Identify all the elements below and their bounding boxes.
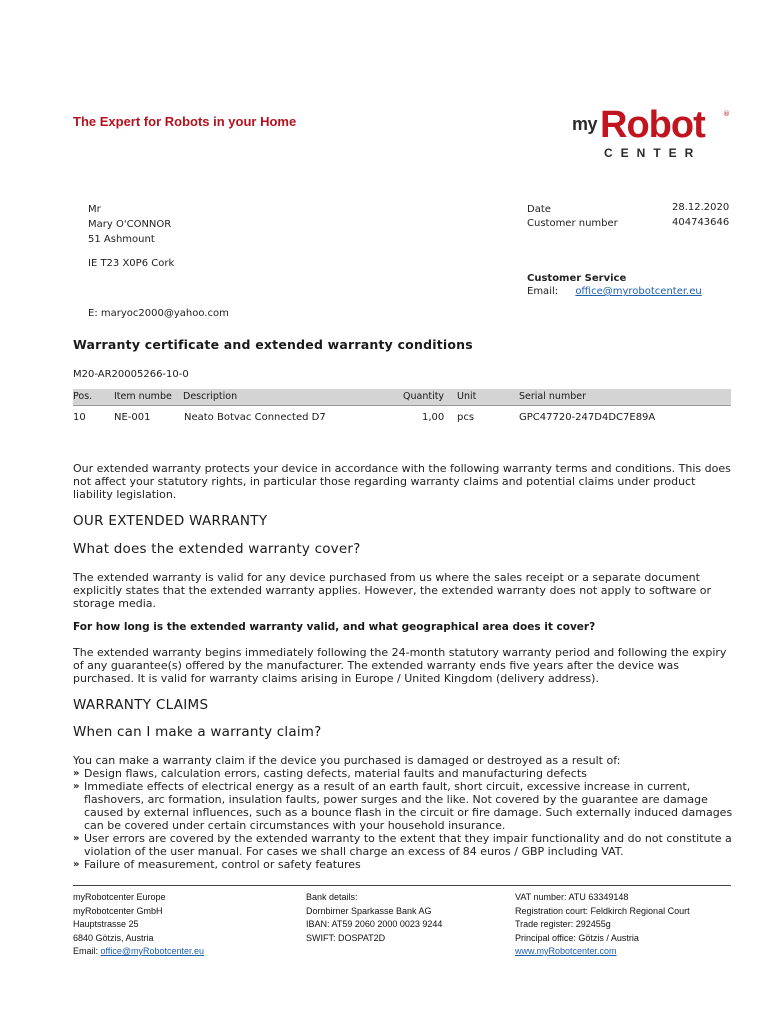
list-item: [73, 832, 743, 858]
logo-registered-mark: ®: [723, 110, 730, 118]
footer-company-info: [73, 891, 204, 959]
recipient-email: maryoc2000@yahoo.com: [100, 308, 229, 319]
logo-robot-text: Robot: [600, 104, 705, 146]
footer-company-line3: Hauptstrasse 25: [73, 919, 139, 929]
footer-bank-line4: SWIFT: DOSPAT2D: [306, 932, 386, 943]
footer-bank-details: [306, 891, 442, 945]
bullet-arrow-icon: »: [73, 781, 80, 792]
customer-number-label: Customer number: [527, 218, 618, 229]
col-header-unit: Unit: [457, 391, 477, 402]
cell-description: Neato Botvac Connected D7: [184, 412, 326, 423]
cell-serial: GPC47720-247D4DC7E89A: [519, 412, 656, 423]
recipient-address: [88, 202, 174, 271]
bullet-arrow-icon: »: [73, 833, 80, 844]
footer-email-label: Email:: [73, 946, 99, 956]
customer-number-value: 404743646: [672, 217, 730, 228]
footer-divider: [73, 885, 731, 886]
col-header-quantity: Quantity: [403, 391, 445, 402]
col-header-description: Description: [183, 391, 238, 402]
footer-company-line2: myRobotcenter GmbH: [73, 905, 163, 916]
table-row: [73, 410, 731, 426]
cell-pos: 10: [73, 412, 86, 423]
footer-bank-line1: Bank details:: [306, 892, 358, 902]
company-tagline: The Expert for Robots in your Home: [73, 114, 297, 129]
footer-email-line: [73, 945, 204, 959]
list-item: [73, 858, 743, 871]
footer-legal-line1: VAT number: ATU 63349148: [515, 892, 629, 902]
footer-bank-line3: IBAN: AT59 2060 2000 0023 9244: [306, 919, 443, 929]
bullet-text: User errors are covered by the extended warranty to the extent that they impair functionality and do not constitute a violation of the user manual. For cases we shall charge an excess of 84 euros / GBP including VAT.: [84, 832, 732, 858]
list-item: [73, 780, 743, 832]
footer-legal-info: [515, 891, 690, 959]
footer-company-line4: 6840 Götzis, Austria: [73, 932, 154, 943]
question-heading-claim: When can I make a warranty claim?: [73, 724, 322, 740]
duration-paragraph: The extended warranty begins immediately following the 24-month statutory warranty period and following the expiry of any guarantee(s) offered by the manufacturer. The extended warranty ends five years after the device was purchased. It is valid for warranty claims arising in Europe / United Kingdom (delivery address).: [73, 646, 727, 685]
section-heading-extended-warranty: OUR EXTENDED WARRANTY: [73, 513, 268, 529]
logo-center-text: CENTER: [604, 146, 702, 160]
footer-legal-line3: Trade register: 292455g: [515, 919, 611, 929]
footer-legal-line4: Principal office: Götzis / Austria: [515, 932, 639, 943]
recipient-street: 51 Ashmount: [88, 234, 155, 245]
order-number: M20-AR20005266-10-0: [73, 369, 189, 380]
col-header-pos: Pos.: [73, 391, 93, 402]
recipient-name: Mary O'CONNOR: [88, 219, 172, 230]
date-value: 28.12.2020: [672, 202, 730, 213]
coverage-paragraph: The extended warranty is valid for any device purchased from us where the sales receipt or a separate document explicitly states that the extended warranty applies. However, the extended warranty does not apply to software or storage media.: [73, 571, 712, 610]
subheading-duration-area: For how long is the extended warranty valid, and what geographical area does it cover?: [73, 621, 596, 633]
recipient-email-label: E:: [88, 308, 98, 319]
footer-website-link[interactable]: www.myRobotcenter.com: [515, 946, 617, 956]
cell-unit: pcs: [457, 412, 475, 423]
customer-service-title: Customer Service: [527, 273, 627, 284]
claims-bullet-list: [73, 767, 743, 871]
bullet-text: Design flaws, calculation errors, casting defects, material faults and manufacturing defects: [84, 767, 587, 780]
footer-email-link[interactable]: office@myRobotcenter.eu: [100, 946, 205, 956]
col-header-item-number: Item numbe: [114, 391, 172, 402]
footer-legal-line2: Registration court: Feldkirch Regional Court: [515, 905, 690, 916]
bullet-arrow-icon: »: [73, 859, 80, 870]
customer-service-email-link[interactable]: office@myrobotcenter.eu: [575, 286, 702, 297]
logo-my-text: my: [572, 114, 598, 134]
cell-quantity: 1,00: [422, 412, 445, 423]
section-heading-warranty-claims: WARRANTY CLAIMS: [73, 697, 209, 713]
claims-intro-paragraph: You can make a warranty claim if the device you purchased is damaged or destroyed as a result of:: [73, 754, 621, 767]
footer-bank-line2: Dornbirner Sparkasse Bank AG: [306, 905, 432, 916]
recipient-email-line: [88, 308, 229, 319]
col-header-serial: Serial number: [519, 391, 586, 402]
bullet-text: Immediate effects of electrical energy as a result of an earth fault, short circuit, excessive increase in current, flashovers, arc formation, insulation faults, power surges and the like. Not covered by the guarantee are damage caused by external influences, such as a bounce flash in the circuit or fire damage. Such externally induced damages can be covered under certain circumstances with your household insurance.: [84, 780, 733, 832]
item-table-header: [73, 389, 731, 406]
myrobotcenter-logo: [572, 104, 732, 160]
question-heading-coverage: What does the extended warranty cover?: [73, 541, 361, 557]
customer-service-email-label: Email:: [527, 286, 559, 297]
recipient-salutation: Mr: [88, 204, 101, 215]
cell-item-number: NE-001: [114, 412, 151, 423]
list-item: [73, 767, 743, 780]
document-title: Warranty certificate and extended warranty conditions: [73, 337, 473, 352]
recipient-city: IE T23 X0P6 Cork: [88, 258, 175, 269]
intro-paragraph: Our extended warranty protects your device in accordance with the following warranty terms and conditions. This does not affect your statutory rights, in particular those regarding warranty claims and potential claims under product liability legislation.: [73, 462, 731, 501]
footer-company-line1: myRobotcenter Europe: [73, 892, 166, 902]
bullet-arrow-icon: »: [73, 768, 80, 779]
bullet-text: Failure of measurement, control or safety features: [84, 858, 361, 871]
date-label: Date: [527, 204, 551, 215]
customer-service-email-line: [527, 286, 702, 297]
